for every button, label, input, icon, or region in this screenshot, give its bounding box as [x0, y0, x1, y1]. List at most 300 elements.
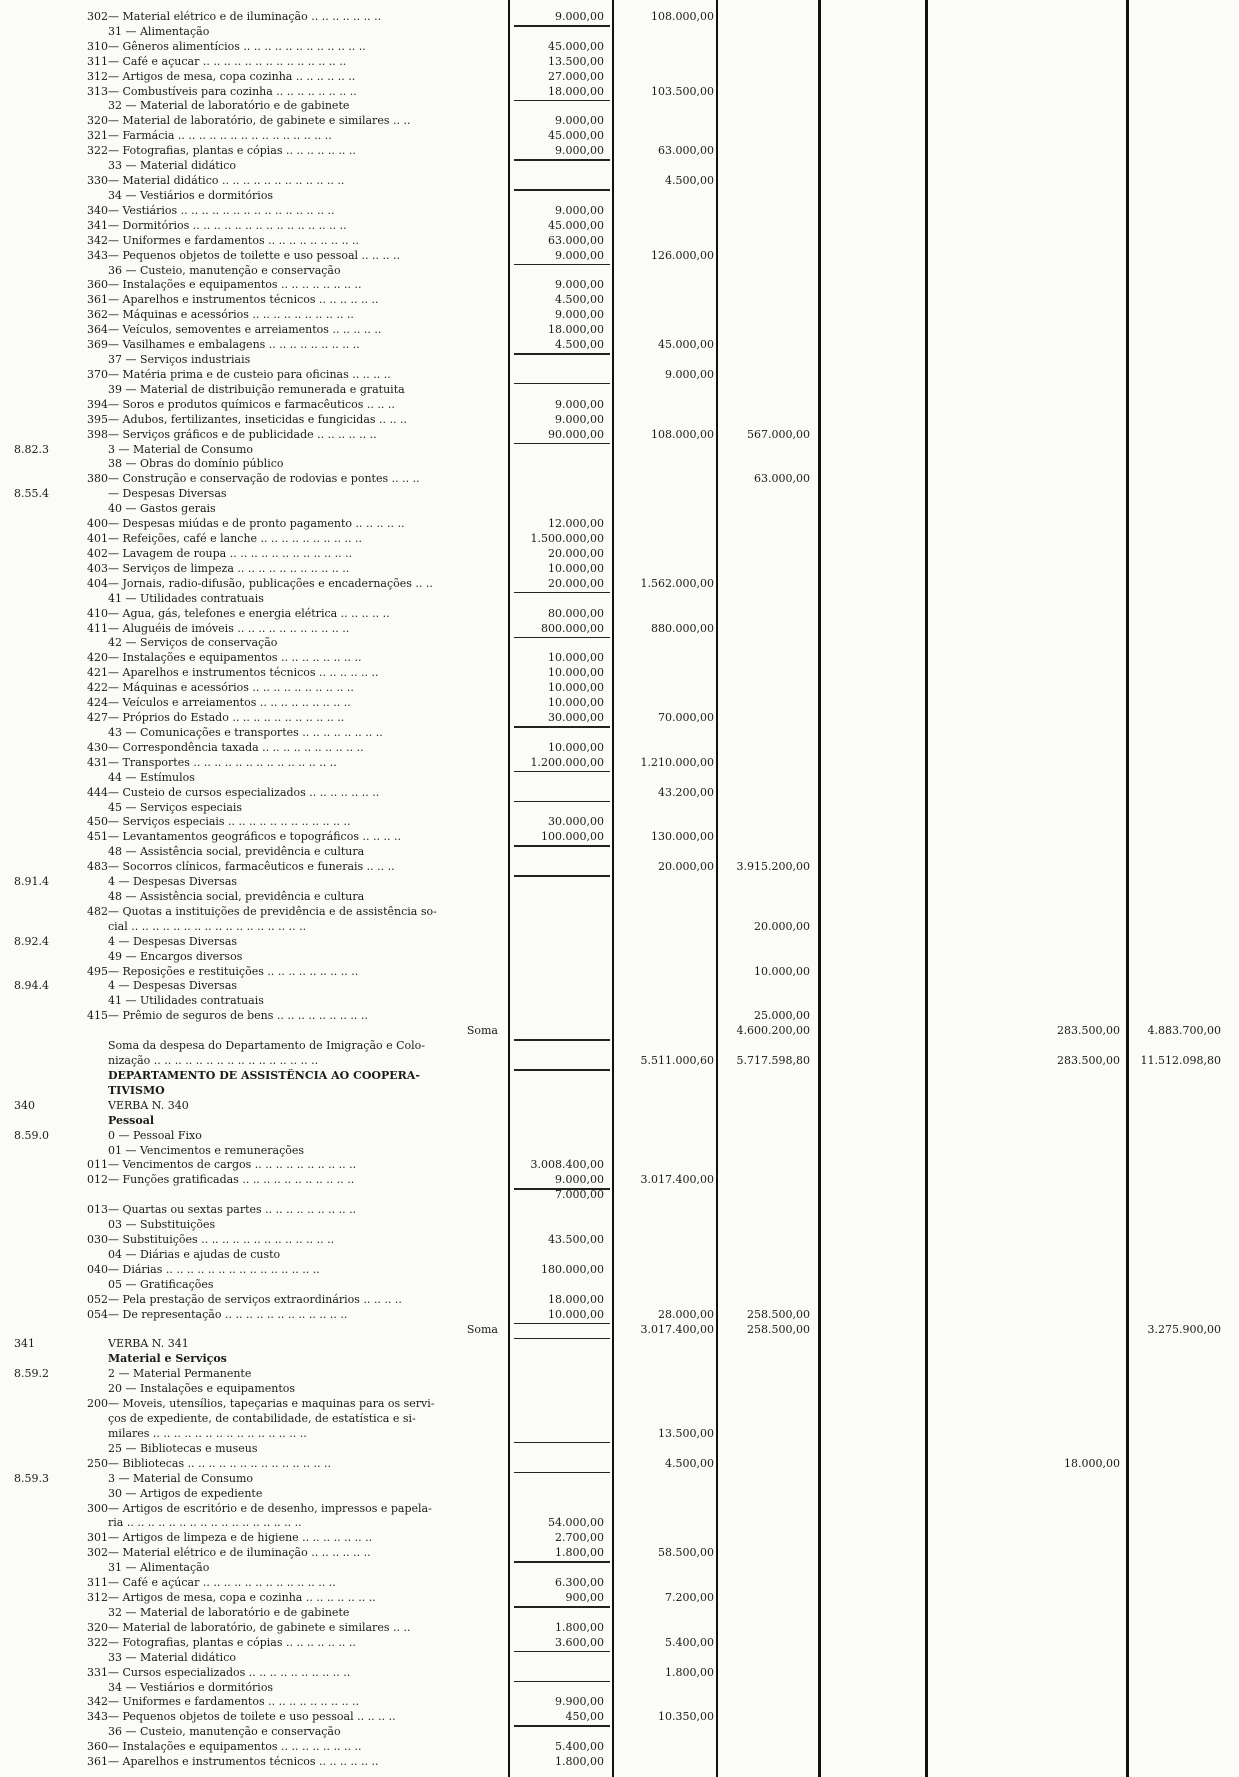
- table-row: [0, 55, 1239, 69]
- table-row: [0, 1651, 1239, 1665]
- amount-value: 90.000,00: [548, 427, 604, 441]
- item-description: — Material elétrico e de iluminação .. .. .. .. .. .. ..: [108, 10, 382, 23]
- table-row: [0, 1352, 1239, 1366]
- amount-value: 1.200.000,00: [530, 755, 604, 769]
- amount-value: 20.000,00: [548, 546, 604, 560]
- item-description: — Socorros clínicos, farmacêuticos e funerais .. .. ..: [108, 860, 395, 874]
- item-description: — Matéria prima e de custeio para oficinas .. .. .. ..: [108, 367, 391, 381]
- item-description: — Refeições, café e lanche .. .. .. .. .. .. .. .. .. ..: [108, 532, 362, 546]
- table-row: [0, 1681, 1239, 1695]
- table-row: [0, 1009, 1239, 1023]
- amount-value: 126.000,00: [651, 248, 714, 262]
- table-row: [0, 622, 1239, 636]
- table-row: [0, 1695, 1239, 1709]
- table-row: [0, 532, 1239, 546]
- table-row: [0, 920, 1239, 934]
- item-description: — Quotas a instituições de previdência e de assistência so-: [108, 904, 437, 918]
- table-row: [0, 1382, 1239, 1396]
- table-row: [0, 70, 1239, 84]
- item-description: 31 — Alimentação: [108, 1561, 210, 1575]
- amount-value: 5.717.598,80: [736, 1054, 810, 1068]
- amount-value: 70.000,00: [658, 711, 714, 725]
- item-description: 39 — Material de distribuição remunerada e gratuita: [108, 382, 405, 396]
- amount-value: 45.000,00: [548, 129, 604, 143]
- item-description: — Artigos de mesa, copa e cozinha .. .. .. .. .. .. ..: [108, 1591, 376, 1605]
- amount-value: 28.000,00: [658, 1307, 714, 1321]
- table-row: [0, 1293, 1239, 1307]
- item-code: 360: [87, 1740, 108, 1754]
- item-description: 4 — Despesas Diversas: [108, 875, 238, 889]
- item-code: 482: [87, 904, 108, 918]
- item-description: — Artigos de mesa, copa cozinha .. .. .. .. .. ..: [108, 69, 356, 83]
- table-row: [0, 905, 1239, 919]
- item-code: 013: [87, 1203, 108, 1217]
- amount-value: 11.512.098,80: [1140, 1054, 1221, 1068]
- amount-value: 45.000,00: [548, 39, 604, 53]
- table-row: [0, 1740, 1239, 1754]
- item-description: — Lavagem de roupa .. .. .. .. .. .. .. .. .. .. .. ..: [108, 546, 353, 560]
- table-row: [0, 234, 1239, 248]
- item-description: 03 — Substituições: [108, 1218, 216, 1232]
- amount-value: 9.000,00: [665, 367, 714, 381]
- item-code: 361: [87, 1755, 108, 1769]
- amount-value: 43.500,00: [548, 1233, 604, 1247]
- item-code: 410: [87, 606, 108, 620]
- section-code: 8.92.4: [14, 934, 49, 948]
- item-description: — Pequenos objetos de toilete e uso pessoal .. .. .. ..: [108, 1710, 396, 1724]
- table-row: [0, 278, 1239, 292]
- table-row: [0, 1636, 1239, 1650]
- amount-value: 10.000,00: [548, 1307, 604, 1321]
- table-row: [0, 1069, 1239, 1083]
- item-code: 054: [87, 1307, 108, 1321]
- table-row: [0, 428, 1239, 442]
- item-description: 33 — Material didático: [108, 1650, 236, 1664]
- amount-value: 258.500,00: [747, 1307, 810, 1321]
- amount-value: 9.000,00: [555, 397, 604, 411]
- item-code: 321: [87, 129, 108, 143]
- amount-value: 7.000,00: [555, 1188, 604, 1202]
- table-row: [0, 219, 1239, 233]
- item-description: 36 — Custeio, manutenção e conservação: [108, 263, 341, 277]
- item-description: — Máquinas e acessórios .. .. .. .. .. .. .. .. .. ..: [108, 681, 354, 695]
- item-code: 340: [87, 203, 108, 217]
- table-row: [0, 413, 1239, 427]
- table-row: [0, 368, 1239, 382]
- item-description: 25 — Bibliotecas e museus: [108, 1441, 258, 1455]
- item-description: — Material de laboratório, de gabinete e similares .. ..: [108, 114, 411, 128]
- item-code: 444: [87, 785, 108, 799]
- item-description: — Material elétrico e de iluminação .. .. .. .. .. ..: [108, 1546, 371, 1560]
- table-row: [0, 1308, 1239, 1322]
- item-description: milares .. .. .. .. .. .. .. .. .. .. .. .. .. .. ..: [108, 1426, 307, 1440]
- item-description: — Serviços especiais .. .. .. .. .. .. .. .. .. .. .. ..: [108, 815, 351, 829]
- table-row: [0, 950, 1239, 964]
- item-description: — Aparelhos e instrumentos técnicos .. .. .. .. .. ..: [108, 1755, 379, 1769]
- section-code: 8.59.3: [14, 1471, 49, 1485]
- amount-value: 3.017.400,00: [640, 1322, 714, 1336]
- amount-value: 18.000,00: [548, 1292, 604, 1306]
- item-description: — Pela prestação de serviços extraordinários .. .. .. ..: [108, 1292, 402, 1306]
- item-description: 43 — Comunicações e transportes .. .. .. .. .. .. .. ..: [108, 725, 383, 739]
- item-code: 402: [87, 546, 108, 560]
- item-description: — Agua, gás, telefones e energia elétrica .. .. .. .. ..: [108, 606, 390, 620]
- amount-value: 1.210.000,00: [640, 755, 714, 769]
- table-row: [0, 502, 1239, 516]
- table-row: [0, 1173, 1239, 1187]
- table-row: [0, 99, 1239, 113]
- amount-value: 18.000,00: [1064, 1456, 1120, 1470]
- amount-value: 13.500,00: [548, 54, 604, 68]
- item-code: 427: [87, 711, 108, 725]
- table-row: [0, 1054, 1239, 1068]
- item-description: — Farmácia .. .. .. .. .. .. .. .. .. .. .. .. .. .. ..: [108, 129, 332, 143]
- item-description: — Despesas miúdas e de pronto pagamento .. .. .. .. ..: [108, 517, 405, 531]
- section-code: 340: [14, 1098, 35, 1112]
- amount-value: 9.000,00: [555, 203, 604, 217]
- item-code: 364: [87, 323, 108, 337]
- amount-value: 4.500,00: [665, 174, 714, 188]
- amount-value: 10.000,00: [548, 651, 604, 665]
- table-row: [0, 249, 1239, 263]
- amount-value: 3.275.900,00: [1147, 1322, 1221, 1336]
- amount-value: 5.400,00: [555, 1740, 604, 1754]
- table-row: [0, 517, 1239, 531]
- item-description: — Pequenos objetos de toilette e uso pessoal .. .. .. ..: [108, 248, 401, 262]
- item-description: — Construção e conservação de rodovias e pontes .. .. ..: [108, 472, 420, 486]
- item-description: — Dormitórios .. .. .. .. .. .. .. .. .. .. .. .. .. .. ..: [108, 218, 347, 232]
- amount-value: 54.000,00: [548, 1516, 604, 1530]
- amount-value: 108.000,00: [651, 427, 714, 441]
- item-description: 4 — Despesas Diversas: [108, 934, 238, 948]
- item-description: — Vestiários .. .. .. .. .. .. .. .. .. .. .. .. .. .. ..: [108, 203, 335, 217]
- table-row: [0, 1546, 1239, 1560]
- item-description: Pessoal: [108, 1113, 155, 1127]
- item-description: — De representação .. .. .. .. .. .. .. .. .. .. .. ..: [108, 1307, 348, 1321]
- table-row: [0, 1039, 1239, 1053]
- table-row: [0, 129, 1239, 143]
- table-row: [0, 1561, 1239, 1575]
- table-row: [0, 801, 1239, 815]
- item-description: — Levantamentos geográficos e topográficos .. .. .. ..: [108, 830, 401, 844]
- item-description: — Diárias .. .. .. .. .. .. .. .. .. .. .. .. .. .. ..: [108, 1262, 320, 1276]
- item-code: 420: [87, 651, 108, 665]
- item-code: 300: [87, 1501, 108, 1515]
- amount-value: 283.500,00: [1057, 1054, 1120, 1068]
- table-row: [0, 815, 1239, 829]
- item-code: 343: [87, 1710, 108, 1724]
- item-description: 48 — Assistência social, previdência e cultura: [108, 845, 365, 859]
- item-code: 320: [87, 1620, 108, 1634]
- table-row: [0, 1233, 1239, 1247]
- amount-value: 567.000,00: [747, 427, 810, 441]
- table-row: [0, 1203, 1239, 1217]
- item-code: 450: [87, 815, 108, 829]
- item-code: 380: [87, 472, 108, 486]
- table-row: [0, 159, 1239, 173]
- item-code: 342: [87, 1695, 108, 1709]
- item-description: — Aparelhos e instrumentos técnicos .. .. .. .. .. ..: [108, 293, 379, 307]
- item-description: — Uniformes e fardamentos .. .. .. .. .. .. .. .. ..: [108, 233, 360, 247]
- item-code: 322: [87, 1635, 108, 1649]
- item-code: 421: [87, 666, 108, 680]
- item-code: 310: [87, 39, 108, 53]
- amount-value: 900,00: [565, 1591, 604, 1605]
- item-description: — Café e açúcar .. .. .. .. .. .. .. .. .. .. .. .. ..: [108, 1576, 336, 1590]
- table-row: [0, 1263, 1239, 1277]
- item-description: — Material didático .. .. .. .. .. .. .. .. .. .. .. ..: [108, 174, 345, 188]
- amount-value: 3.008.400,00: [530, 1158, 604, 1172]
- item-description: — Despesas Diversas: [108, 487, 227, 501]
- table-row: [0, 144, 1239, 158]
- item-description: 37 — Serviços industriais: [108, 353, 251, 367]
- amount-value: 283.500,00: [1057, 1024, 1120, 1038]
- table-row: [0, 1114, 1239, 1128]
- item-code: 422: [87, 681, 108, 695]
- item-code: 404: [87, 576, 108, 590]
- item-description: 49 — Encargos diversos: [108, 949, 243, 963]
- table-row: [0, 1144, 1239, 1158]
- table-row: [0, 1487, 1239, 1501]
- item-description: 36 — Custeio, manutenção e conservação: [108, 1725, 341, 1739]
- amount-value: 27.000,00: [548, 69, 604, 83]
- table-row: [0, 1024, 1239, 1038]
- item-description: — Gêneros alimentícios .. .. .. .. .. .. .. .. .. .. .. ..: [108, 39, 366, 53]
- amount-value: 9.000,00: [555, 144, 604, 158]
- amount-value: 63.000,00: [548, 233, 604, 247]
- item-description: — Substituições .. .. .. .. .. .. .. .. .. .. .. .. ..: [108, 1233, 335, 1247]
- amount-value: 4.500,00: [665, 1456, 714, 1470]
- item-description: 34 — Vestiários e dormitórios: [108, 188, 274, 202]
- amount-value: 43.200,00: [658, 785, 714, 799]
- amount-value: 18.000,00: [548, 323, 604, 337]
- section-code: 8.59.2: [14, 1367, 49, 1381]
- table-row: [0, 398, 1239, 412]
- table-row: [0, 443, 1239, 457]
- item-description: 41 — Utilidades contratuais: [108, 591, 264, 605]
- table-row: [0, 696, 1239, 710]
- table-row: [0, 935, 1239, 949]
- amount-value: 4.500,00: [555, 338, 604, 352]
- amount-value: 9.000,00: [555, 248, 604, 262]
- item-code: 424: [87, 696, 108, 710]
- item-code: 313: [87, 84, 108, 98]
- amount-value: 258.500,00: [747, 1322, 810, 1336]
- table-row: [0, 1442, 1239, 1456]
- item-description: 20 — Instalações e equipamentos: [108, 1382, 296, 1396]
- amount-value: 45.000,00: [548, 218, 604, 232]
- item-code: 395: [87, 412, 108, 426]
- item-description: — Funções gratificadas .. .. .. .. .. .. .. .. .. .. ..: [108, 1173, 355, 1187]
- amount-value: 1.800,00: [555, 1546, 604, 1560]
- item-code: 311: [87, 54, 108, 68]
- item-code: 400: [87, 517, 108, 531]
- item-description: 40 — Gastos gerais: [108, 502, 216, 516]
- table-row: [0, 726, 1239, 740]
- amount-value: 80.000,00: [548, 606, 604, 620]
- table-row: [0, 457, 1239, 471]
- item-code: 011: [87, 1158, 108, 1172]
- item-code: 401: [87, 532, 108, 546]
- item-code: 394: [87, 397, 108, 411]
- section-code: 8.55.4: [14, 487, 49, 501]
- table-row: [0, 1323, 1239, 1337]
- amount-value: 9.000,00: [555, 412, 604, 426]
- amount-value: 10.350,00: [658, 1710, 714, 1724]
- table-row: [0, 308, 1239, 322]
- amount-value: 1.800,00: [555, 1620, 604, 1634]
- table-row: [0, 592, 1239, 606]
- item-code: 495: [87, 964, 108, 978]
- item-description: — Transportes .. .. .. .. .. .. .. .. .. .. .. .. .. ..: [108, 755, 337, 769]
- item-description: 48 — Assistência social, previdência e cultura: [108, 890, 365, 903]
- amount-value: 9.000,00: [555, 308, 604, 322]
- item-code: 415: [87, 1009, 108, 1023]
- table-row: [0, 338, 1239, 352]
- item-code: 330: [87, 174, 108, 188]
- item-description: TIVISMO: [108, 1083, 165, 1097]
- amount-value: 880.000,00: [651, 621, 714, 635]
- table-row: [0, 1576, 1239, 1590]
- item-description: — Reposições e restituições .. .. .. .. .. .. .. .. ..: [108, 964, 359, 978]
- item-code: 451: [87, 830, 108, 844]
- item-description: — Combustíveis para cozinha .. .. .. .. .. .. .. ..: [108, 84, 357, 98]
- table-row: [0, 85, 1239, 99]
- item-description: — Café e açucar .. .. .. .. .. .. .. .. .. .. .. .. .. ..: [108, 54, 347, 68]
- item-description: 38 — Obras do domínio público: [108, 457, 284, 471]
- table-row: [0, 383, 1239, 397]
- item-description: — Moveis, utensílios, tapeçarias e maquinas para os servi-: [108, 1397, 435, 1411]
- table-row: [0, 1472, 1239, 1486]
- amount-value: 9.000,00: [555, 114, 604, 128]
- item-description: 30 — Artigos de expediente: [108, 1486, 263, 1500]
- item-code: 012: [87, 1173, 108, 1187]
- amount-value: 100.000,00: [541, 830, 604, 844]
- section-code: 8.91.4: [14, 875, 49, 889]
- item-code: 030: [87, 1233, 108, 1247]
- amount-value: 108.000,00: [651, 10, 714, 23]
- item-code: 369: [87, 338, 108, 352]
- section-code: 341: [14, 1337, 35, 1351]
- soma-label: Soma: [466, 1322, 498, 1336]
- table-row: [0, 1337, 1239, 1351]
- item-description: 34 — Vestiários e dormitórios: [108, 1680, 274, 1694]
- table-row: [0, 1248, 1239, 1262]
- item-description: 41 — Utilidades contratuais: [108, 994, 264, 1008]
- item-description: 0 — Pessoal Fixo: [108, 1128, 202, 1142]
- amount-value: 9.900,00: [555, 1695, 604, 1709]
- amount-value: 103.500,00: [651, 84, 714, 98]
- table-row: [0, 189, 1239, 203]
- item-description: VERBA N. 340: [108, 1098, 189, 1112]
- amount-value: 450,00: [565, 1710, 604, 1724]
- table-row: [0, 965, 1239, 979]
- item-description: DEPARTAMENTO DE ASSISTÊNCIA AO COOPERA-: [108, 1068, 420, 1082]
- item-description: — Próprios do Estado .. .. .. .. .. .. .. .. .. .. ..: [108, 711, 345, 725]
- amount-value: 10.000,00: [548, 740, 604, 754]
- item-code: 040: [87, 1262, 108, 1276]
- item-description: — Custeio de cursos especializados .. .. .. .. .. .. ..: [108, 785, 380, 799]
- item-description: nização .. .. .. .. .. .. .. .. .. .. .. .. .. .. .. ..: [108, 1054, 319, 1068]
- item-description: — Vasilhames e embalagens .. .. .. .. .. .. .. .. ..: [108, 338, 360, 352]
- amount-value: 6.300,00: [555, 1576, 604, 1590]
- table-row: [0, 1621, 1239, 1635]
- amount-value: 10.000,00: [548, 681, 604, 695]
- table-row: [0, 264, 1239, 278]
- item-description: — Aparelhos e instrumentos técnicos .. .. .. .. .. ..: [108, 666, 379, 680]
- item-description: — Cursos especializados .. .. .. .. .. .. .. .. .. ..: [108, 1665, 351, 1679]
- item-description: 3 — Material de Consumo: [108, 442, 254, 456]
- amount-value: 180.000,00: [541, 1262, 604, 1276]
- item-code: 052: [87, 1292, 108, 1306]
- table-row: [0, 1278, 1239, 1292]
- item-description: — Bibliotecas .. .. .. .. .. .. .. .. .. .. .. .. .. ..: [108, 1456, 331, 1470]
- amount-value: 1.800,00: [665, 1665, 714, 1679]
- amount-value: 3.600,00: [555, 1635, 604, 1649]
- table-row: [0, 1129, 1239, 1143]
- table-row: [0, 1457, 1239, 1471]
- item-description: 32 — Material de laboratório e de gabinete: [108, 1605, 350, 1619]
- item-description: — Fotografias, plantas e cópias .. .. .. .. .. .. ..: [108, 144, 356, 158]
- table-row: [0, 756, 1239, 770]
- table-row: [0, 1218, 1239, 1232]
- item-description: — Fotografias, plantas e cópias .. .. .. .. .. .. ..: [108, 1635, 356, 1649]
- item-description: — Veículos, semoventes e arreiamentos .. .. .. .. ..: [108, 323, 382, 337]
- table-row: [0, 10, 1239, 24]
- item-description: 4 — Despesas Diversas: [108, 979, 238, 993]
- item-code: 312: [87, 69, 108, 83]
- table-row: [0, 786, 1239, 800]
- amount-value: 3.915.200,00: [736, 860, 810, 874]
- item-description: — Artigos de limpeza e de higiene .. .. .. .. .. .. ..: [108, 1531, 373, 1545]
- table-row: [0, 25, 1239, 39]
- item-description: — Aluguéis de imóveis .. .. .. .. .. .. .. .. .. .. ..: [108, 621, 350, 635]
- amount-value: 4.500,00: [555, 293, 604, 307]
- item-code: 320: [87, 114, 108, 128]
- item-code: 398: [87, 427, 108, 441]
- item-code: 250: [87, 1456, 108, 1470]
- amount-value: 5.400,00: [665, 1635, 714, 1649]
- table-row: [0, 1591, 1239, 1605]
- amount-value: 13.500,00: [658, 1426, 714, 1440]
- item-code: 370: [87, 367, 108, 381]
- item-description: 31 — Alimentação: [108, 24, 210, 38]
- table-row: [0, 636, 1239, 650]
- amount-value: 20.000,00: [658, 860, 714, 874]
- item-description: — Soros e produtos químicos e farmacêuticos .. .. ..: [108, 397, 395, 411]
- item-description: ria .. .. .. .. .. .. .. .. .. .. .. .. .. .. .. .. ..: [108, 1516, 302, 1530]
- item-code: 312: [87, 1591, 108, 1605]
- item-description: — Máquinas e acessórios .. .. .. .. .. .. .. .. .. ..: [108, 308, 354, 322]
- table-row: [0, 875, 1239, 889]
- item-description: Material e Serviços: [108, 1352, 227, 1366]
- amount-value: 30.000,00: [548, 711, 604, 725]
- table-row: [0, 1412, 1239, 1426]
- amount-value: 2.700,00: [555, 1531, 604, 1545]
- amount-value: 20.000,00: [548, 576, 604, 590]
- item-description: — Correspondência taxada .. .. .. .. .. .. .. .. .. ..: [108, 740, 364, 754]
- section-code: 8.82.3: [14, 442, 49, 456]
- item-description: — Instalações e equipamentos .. .. .. .. .. .. .. ..: [108, 1740, 362, 1754]
- table-row: [0, 1158, 1239, 1172]
- item-code: 411: [87, 621, 108, 635]
- item-description: — Serviços gráficos e de publicidade .. .. .. .. .. ..: [108, 427, 377, 441]
- table-row: [0, 1084, 1239, 1098]
- table-row: [0, 487, 1239, 501]
- item-description: — Jornais, radio-difusão, publicações e encadernações .. ..: [108, 576, 433, 590]
- amount-value: 5.511.000,60: [640, 1054, 714, 1068]
- amount-value: 63.000,00: [658, 144, 714, 158]
